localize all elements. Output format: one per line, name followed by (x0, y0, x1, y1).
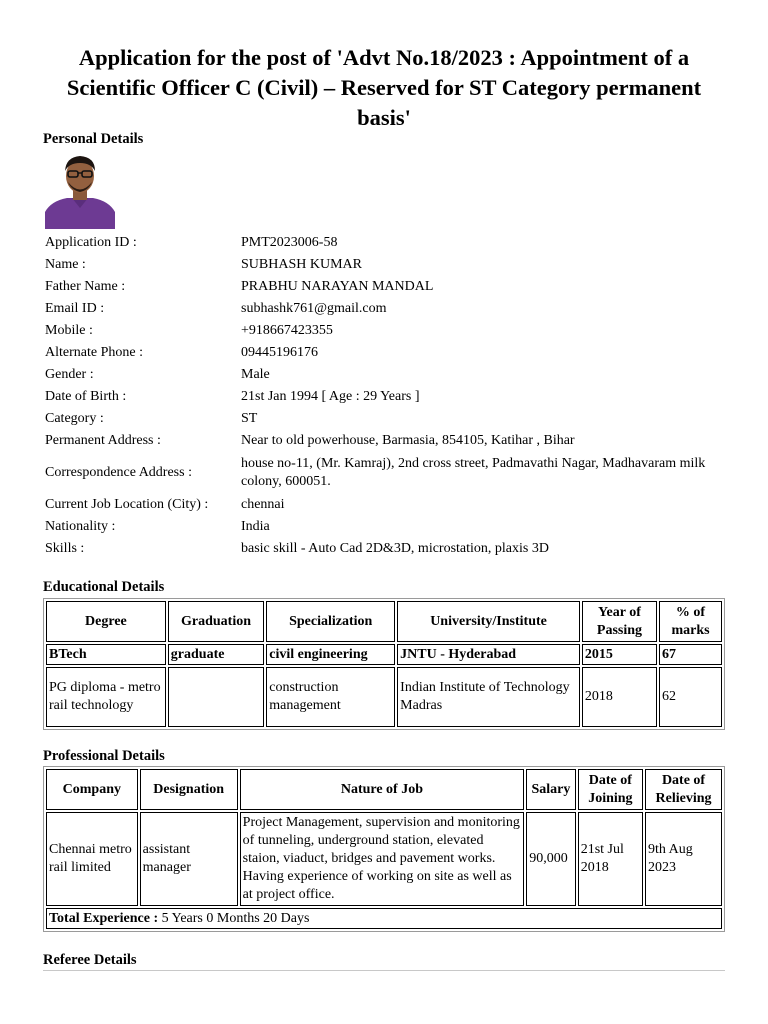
field-value: 09445196176 (241, 345, 318, 360)
field-label: Email ID : (45, 301, 105, 316)
table-cell: construction management (266, 667, 395, 727)
table-cell: 62 (659, 667, 722, 727)
field-value: India (241, 519, 270, 534)
personal-details-heading: Personal Details (43, 131, 144, 147)
field-correspondence-address (45, 452, 735, 494)
field-value: basic skill - Auto Cad 2D&3D, microstation, plaxis 3D (241, 541, 549, 556)
table-row (46, 644, 722, 665)
field-label: Correspondence Address : (45, 465, 192, 480)
field-application-id (45, 232, 735, 254)
personal-details (45, 232, 735, 560)
column-header: Specialization (266, 601, 395, 642)
field-permanent-address (45, 430, 735, 452)
field-value: SUBHASH KUMAR (241, 257, 362, 272)
total-experience-value: 5 Years 0 Months 20 Days (161, 910, 310, 926)
field-label: Gender : (45, 367, 94, 382)
field-value: Male (241, 367, 270, 382)
table-cell: 67 (659, 644, 722, 665)
field-value: PRABHU NARAYAN MANDAL (241, 279, 434, 294)
field-value: +918667423355 (241, 323, 333, 338)
field-label: Application ID : (45, 235, 137, 250)
professional-details-heading: Professional Details (43, 748, 165, 764)
referee-divider (43, 970, 725, 971)
field-job-location (45, 494, 735, 516)
column-header: Salary (526, 769, 576, 810)
field-label: Name : (45, 257, 86, 272)
table-cell: Indian Institute of Technology Madras (397, 667, 580, 727)
total-experience-label: Total Experience : (49, 910, 159, 926)
field-label: Alternate Phone : (45, 345, 143, 360)
column-header: Date of Relieving (645, 769, 722, 810)
column-header: University/Institute (397, 601, 580, 642)
column-header: Degree (46, 601, 166, 642)
field-category (45, 408, 735, 430)
table-cell (168, 667, 264, 727)
column-header: Year of Passing (582, 601, 657, 642)
title-line-1: Application for the post of 'Advt No.18/2023 : Appointment of a (78, 45, 690, 70)
field-value: PMT2023006-58 (241, 235, 338, 250)
column-header: Date of Joining (578, 769, 643, 810)
table-cell: 9th Aug 2023 (645, 812, 722, 906)
field-value: ST (241, 411, 258, 426)
field-date-of-birth (45, 386, 735, 408)
table-row (46, 667, 722, 727)
field-label: Permanent Address : (45, 433, 161, 448)
professional-table (43, 766, 725, 932)
field-label: Skills : (45, 541, 85, 556)
table-cell: PG diploma - metro rail technology (46, 667, 166, 727)
field-value: subhashk761@gmail.com (241, 301, 387, 316)
field-email (45, 298, 735, 320)
table-cell: Chennai metro rail limited (46, 812, 138, 906)
column-header: Designation (140, 769, 238, 810)
table-cell: Project Management, supervision and monitoring of tunneling, underground station, elevated staion, viaduct, bridges and pavement works. Having experience of working on site as well as at project office. (240, 812, 525, 906)
column-header: Graduation (168, 601, 264, 642)
applicant-photo-image (45, 150, 115, 229)
column-header: Company (46, 769, 138, 810)
referee-details-heading: Referee Details (43, 952, 137, 968)
column-header: Nature of Job (240, 769, 525, 810)
table-cell: graduate (168, 644, 264, 665)
field-gender (45, 364, 735, 386)
field-value: 21st Jan 1994 [ Age : 29 Years ] (241, 389, 420, 404)
field-name (45, 254, 735, 276)
applicant-photo (45, 150, 115, 229)
table-cell: 21st Jul 2018 (578, 812, 643, 906)
field-nationality (45, 516, 735, 538)
table-cell: 90,000 (526, 812, 576, 906)
total-experience-row (46, 908, 722, 929)
educational-details-heading: Educational Details (43, 579, 165, 595)
field-value: chennai (241, 497, 285, 512)
title-line-3: basis' (357, 105, 411, 130)
education-header-row (46, 601, 722, 642)
table-row (46, 812, 722, 906)
field-label: Father Name : (45, 279, 126, 294)
table-cell: civil engineering (266, 644, 395, 665)
table-cell: 2015 (582, 644, 657, 665)
table-cell: 2018 (582, 667, 657, 727)
field-label: Date of Birth : (45, 389, 127, 404)
table-cell: JNTU - Hyderabad (397, 644, 580, 665)
table-cell: assistant manager (140, 812, 238, 906)
education-table (43, 598, 725, 730)
field-father-name (45, 276, 735, 298)
field-label: Category : (45, 411, 104, 426)
field-mobile (45, 320, 735, 342)
field-label: Mobile : (45, 323, 93, 338)
field-value: Near to old powerhouse, Barmasia, 854105, Katihar , Bihar (241, 433, 575, 448)
total-experience-cell (46, 908, 722, 929)
column-header: % of marks (659, 601, 722, 642)
document-title (30, 43, 738, 133)
field-value: house no-11, (Mr. Kamraj), 2nd cross street, Padmavathi Nagar, Madhavaram milk colony, 600051. (241, 456, 706, 489)
field-skills (45, 538, 735, 560)
field-label: Nationality : (45, 519, 116, 534)
field-alternate-phone (45, 342, 735, 364)
professional-header-row (46, 769, 722, 810)
field-label: Current Job Location (City) : (45, 497, 209, 512)
title-line-2: Scientific Officer C (Civil) – Reserved for ST Category permanent (66, 75, 702, 100)
table-cell: BTech (46, 644, 166, 665)
